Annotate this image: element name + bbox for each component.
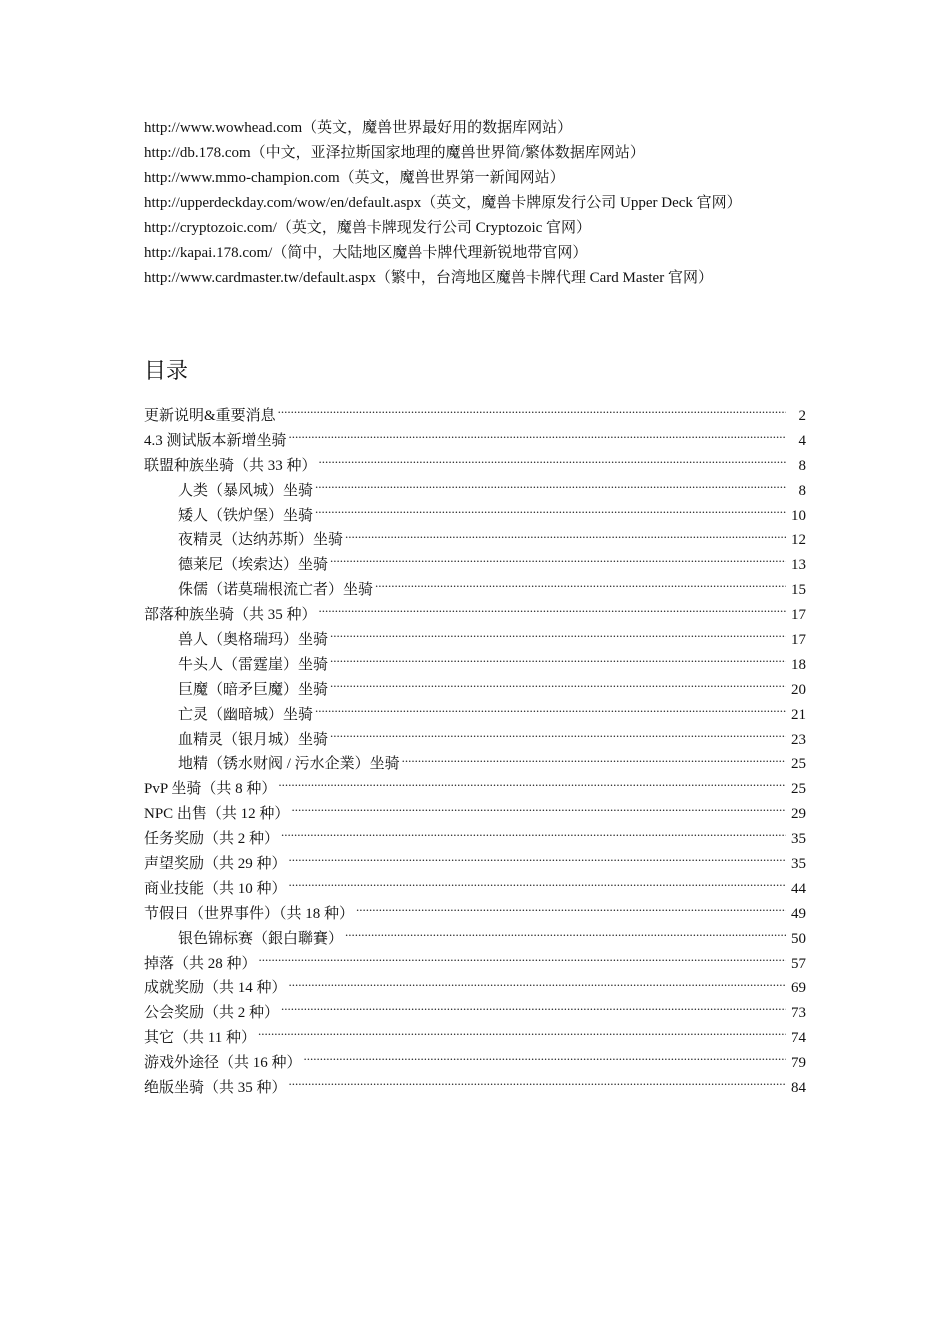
toc-entry[interactable]	[144, 429, 806, 454]
toc-entry[interactable]	[144, 1076, 806, 1101]
toc-dot-leader	[289, 1078, 786, 1092]
toc-entry-title: 声望奖励（共 29 种）	[144, 856, 287, 873]
toc-entry[interactable]	[144, 628, 806, 653]
toc-entry[interactable]	[144, 1001, 806, 1026]
toc-entry-page: 10	[791, 507, 806, 524]
toc-entry[interactable]	[144, 553, 806, 578]
link-wowhead[interactable]: http://www.wowhead.com（英文，魔兽世界最好用的数据库网站）	[144, 120, 573, 136]
toc-dot-leader	[259, 954, 786, 968]
toc-entry[interactable]	[144, 952, 806, 977]
toc-dot-leader	[291, 804, 786, 818]
toc-entry[interactable]	[144, 479, 806, 504]
toc-entry[interactable]	[144, 1026, 806, 1051]
toc-entry-title: 更新说明&重要消息	[144, 408, 276, 424]
link-cardmaster[interactable]: http://www.cardmaster.tw/default.aspx（繁中，台湾地区魔兽卡牌代理 Card Master 官网）	[144, 270, 713, 286]
link-upperdeck[interactable]: http://upperdeckday.com/wow/en/default.aspx（英文，魔兽卡牌原发行公司 Upper Deck 官网）	[144, 195, 742, 211]
toc-dot-leader	[315, 705, 786, 719]
toc-entry[interactable]	[144, 852, 806, 877]
toc-entry-page: 69	[791, 980, 806, 997]
toc-dot-leader	[304, 1053, 786, 1067]
toc-entry-page: 74	[791, 1030, 806, 1047]
toc-entry-page: 25	[791, 756, 806, 773]
link-cryptozoic[interactable]: http://cryptozoic.com/（英文，魔兽卡牌现发行公司 Cryptozoic 官网）	[144, 220, 592, 236]
toc-dot-leader	[315, 506, 786, 520]
toc-entry-page: 21	[791, 706, 806, 723]
toc-dot-leader	[289, 879, 786, 893]
toc-entry-page: 57	[791, 955, 806, 972]
toc-entry[interactable]	[144, 777, 806, 802]
toc-dot-leader	[319, 605, 786, 619]
toc-entry-title: 商业技能（共 10 种）	[144, 880, 287, 897]
toc-dot-leader	[278, 406, 786, 420]
toc-entry[interactable]	[144, 1051, 806, 1076]
toc-dot-leader	[281, 1003, 786, 1017]
toc-entry[interactable]	[144, 504, 806, 529]
toc-entry-page: 15	[791, 582, 806, 599]
toc-entry-title: 成就奖励（共 14 种）	[144, 980, 287, 997]
toc-entry-title: 银色锦标赛（銀白聯賽）	[178, 930, 344, 947]
toc-entry[interactable]	[144, 827, 806, 852]
toc-entry[interactable]	[144, 703, 806, 728]
toc-dot-leader	[278, 779, 786, 793]
toc-entry-title: 亡灵（幽暗城）坐骑	[178, 706, 314, 723]
toc-entry[interactable]	[144, 728, 806, 753]
toc-dot-leader	[356, 904, 786, 918]
toc-dot-leader	[345, 929, 786, 943]
toc-entry-title: 公会奖励（共 2 种）	[144, 1005, 280, 1022]
toc-dot-leader	[330, 730, 786, 744]
toc-dot-leader	[289, 431, 786, 445]
toc-dot-leader	[289, 978, 786, 992]
toc-dot-leader	[330, 630, 786, 644]
toc-entry[interactable]	[144, 927, 806, 952]
toc-entry-page: 8	[798, 482, 806, 499]
toc-entry-title: 血精灵（银月城）坐骑	[178, 731, 329, 748]
toc-entry-page: 8	[798, 457, 806, 474]
toc-entry-page: 29	[791, 806, 806, 823]
toc-entry-page: 23	[791, 731, 806, 748]
toc-entry-title: 人类（暴风城）坐骑	[178, 482, 314, 499]
toc-entry[interactable]	[144, 653, 806, 678]
toc-entry-title: 4.3 测试版本新增坐骑	[144, 432, 287, 449]
link-kapai178[interactable]: http://kapai.178.com/（简中，大陆地区魔兽卡牌代理新锐地带官网）	[144, 245, 588, 261]
toc-entry-page: 12	[791, 532, 806, 549]
toc-entry-page: 20	[791, 681, 806, 698]
toc-entry[interactable]	[144, 454, 806, 479]
toc-entry[interactable]	[144, 976, 806, 1001]
toc-entry-title: 任务奖励（共 2 种）	[144, 831, 280, 848]
toc-entry-page: 50	[791, 930, 806, 947]
table-of-contents	[144, 404, 806, 1101]
toc-dot-leader	[330, 555, 786, 569]
toc-entry-page: 35	[791, 831, 806, 848]
toc-entry-title: 巨魔（暗矛巨魔）坐骑	[178, 681, 329, 698]
toc-entry-page: 18	[791, 656, 806, 673]
toc-entry[interactable]	[144, 752, 806, 777]
toc-entry-page: 84	[791, 1080, 806, 1097]
toc-entry[interactable]	[144, 802, 806, 827]
toc-entry[interactable]	[144, 902, 806, 927]
toc-entry-title: 侏儒（诺莫瑞根流亡者）坐骑	[178, 582, 374, 599]
link-mmo-champion[interactable]: http://www.mmo-champion.com（英文，魔兽世界第一新闻网站）	[144, 170, 565, 186]
reference-links	[144, 116, 824, 291]
toc-entry-page: 13	[791, 557, 806, 574]
toc-entry-title: 游戏外途径（共 16 种）	[144, 1055, 302, 1072]
toc-entry[interactable]	[144, 404, 806, 429]
toc-entry-title: 掉落（共 28 种）	[144, 955, 257, 972]
toc-entry-title: 绝版坐骑（共 35 种）	[144, 1080, 287, 1097]
toc-entry-title: 节假日（世界事件）（共 18 种）	[144, 905, 355, 922]
toc-entry-title: 矮人（铁炉堡）坐骑	[178, 507, 314, 524]
toc-entry[interactable]	[144, 603, 806, 628]
toc-entry-title: 部落种族坐骑（共 35 种）	[144, 607, 317, 624]
toc-entry-page: 35	[791, 856, 806, 873]
toc-title: 目录	[144, 359, 189, 384]
toc-entry-title: PvP 坐骑（共 8 种）	[144, 781, 277, 798]
toc-dot-leader	[315, 481, 786, 495]
toc-entry-page: 44	[791, 880, 806, 897]
toc-dot-leader	[330, 655, 786, 669]
toc-entry-page: 73	[791, 1005, 806, 1022]
toc-entry-title: 牛头人（雷霆崖）坐骑	[178, 656, 329, 673]
toc-dot-leader	[281, 829, 786, 843]
toc-entry[interactable]	[144, 578, 806, 603]
toc-dot-leader	[345, 530, 786, 544]
toc-dot-leader	[330, 680, 786, 694]
toc-entry-page: 17	[791, 632, 806, 649]
link-db178[interactable]: http://db.178.com（中文，亚泽拉斯国家地理的魔兽世界简/繁体数据库网站）	[144, 145, 645, 161]
toc-dot-leader	[375, 580, 786, 594]
toc-entry-title: 兽人（奥格瑞玛）坐骑	[178, 632, 329, 649]
toc-dot-leader	[402, 754, 786, 768]
toc-entry[interactable]	[144, 877, 806, 902]
toc-entry-title: 德莱尼（埃索达）坐骑	[178, 557, 329, 574]
toc-dot-leader	[319, 456, 786, 470]
toc-entry-title: 夜精灵（达纳苏斯）坐骑	[178, 532, 344, 549]
toc-entry-page: 2	[798, 408, 806, 424]
toc-dot-leader	[258, 1028, 786, 1042]
toc-entry-page: 49	[791, 905, 806, 922]
toc-entry[interactable]	[144, 528, 806, 553]
toc-entry-title: 地精（锈水财阀 / 污水企業）坐骑	[178, 756, 400, 773]
toc-dot-leader	[289, 854, 786, 868]
toc-entry-title: NPC 出售（共 12 种）	[144, 806, 290, 823]
toc-entry-page: 4	[798, 432, 806, 449]
toc-entry-page: 25	[791, 781, 806, 798]
toc-entry-page: 17	[791, 607, 806, 624]
toc-entry-title: 其它（共 11 种）	[144, 1030, 256, 1047]
toc-entry[interactable]	[144, 678, 806, 703]
toc-entry-page: 79	[791, 1055, 806, 1072]
toc-entry-title: 联盟种族坐骑（共 33 种）	[144, 457, 317, 474]
